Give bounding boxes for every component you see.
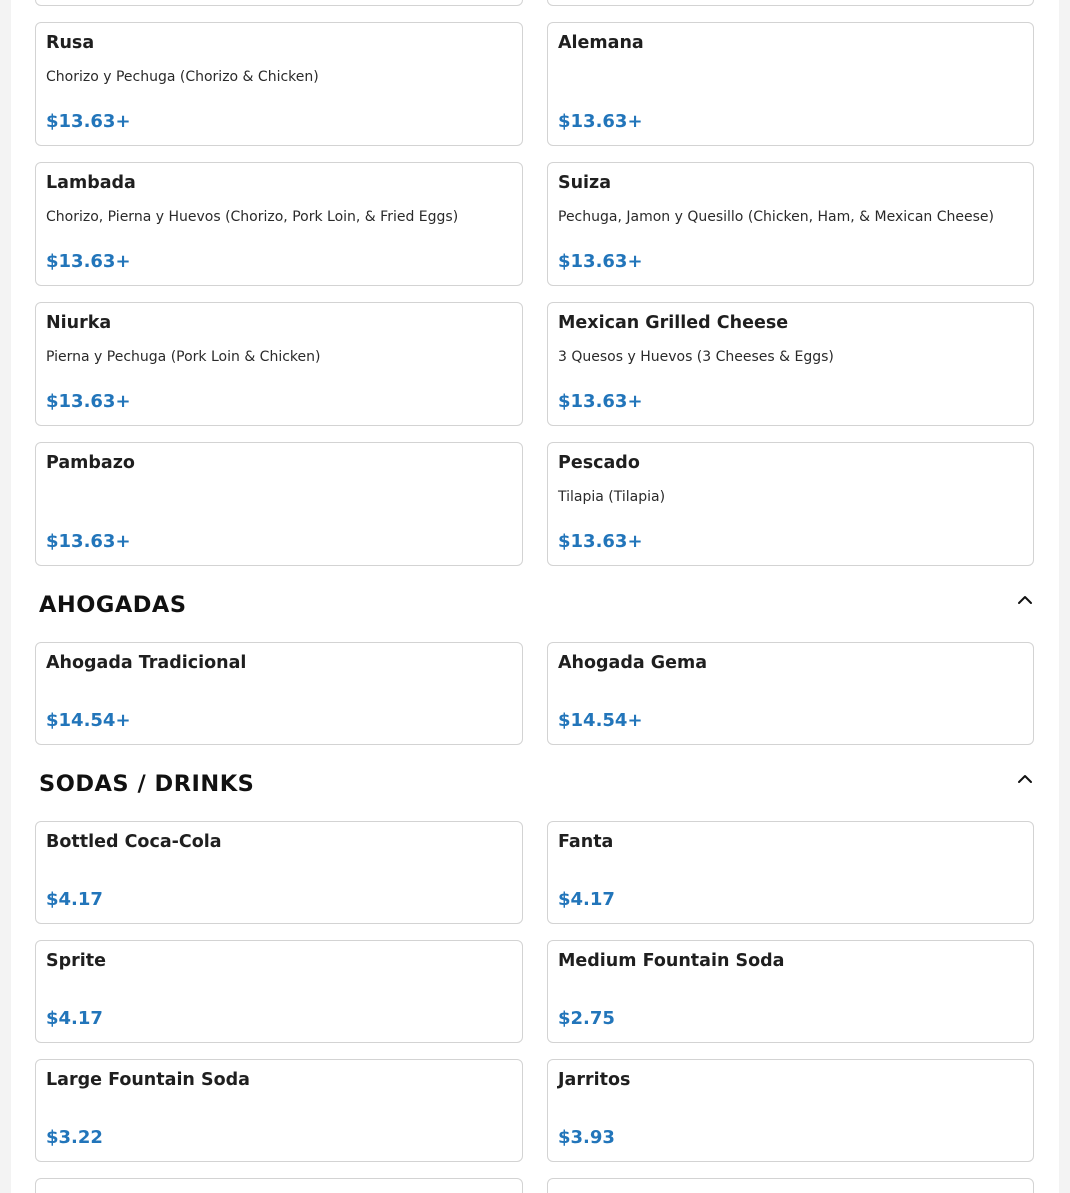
section-title-drinks: SODAS / DRINKS (39, 771, 255, 797)
menu-item-price: $13.63+ (558, 111, 643, 132)
section-title-ahogadas: AHOGADAS (39, 592, 187, 618)
menu-item-price: $3.22 (46, 1127, 103, 1148)
menu-item-name: Medium Fountain Soda (558, 951, 785, 971)
menu-item-price: $2.75 (558, 1008, 615, 1029)
menu-page (11, 0, 1059, 1193)
menu-item-price: $14.54+ (46, 710, 131, 731)
menu-item-description: Pierna y Pechuga (Pork Loin & Chicken) (46, 349, 321, 365)
menu-item-price: $13.63+ (558, 251, 643, 272)
menu-item-description: Pechuga, Jamon y Quesillo (Chicken, Ham, & Mexican Cheese) (558, 209, 994, 225)
menu-item-price: $4.17 (46, 1008, 103, 1029)
menu-item-name: Pescado (558, 453, 640, 473)
menu-item-card[interactable] (35, 22, 523, 146)
chevron-up-icon[interactable] (1015, 769, 1035, 789)
menu-item-name: Suiza (558, 173, 612, 193)
menu-item-price: $4.17 (558, 889, 615, 910)
menu-item-description: 3 Quesos y Huevos (3 Cheeses & Eggs) (558, 349, 834, 365)
menu-item-card[interactable] (547, 940, 1034, 1043)
menu-item-price: $14.54+ (558, 710, 643, 731)
menu-item-name: Sprite (46, 951, 106, 971)
menu-item-price: $13.63+ (46, 251, 131, 272)
menu-item-price: $13.63+ (46, 531, 131, 552)
menu-item-price: $4.17 (46, 889, 103, 910)
menu-item-name: Mexican Grilled Cheese (558, 313, 789, 333)
menu-item-card[interactable] (35, 940, 523, 1043)
menu-item-card[interactable] (35, 821, 523, 924)
menu-item-price: $13.63+ (558, 531, 643, 552)
menu-item-description: Tilapia (Tilapia) (558, 489, 666, 505)
menu-item-name: Niurka (46, 313, 112, 333)
menu-item-name: Alemana (558, 33, 644, 53)
menu-item-name: Bottled Coca-Cola (46, 832, 222, 852)
menu-item-name: Rusa (46, 33, 95, 53)
menu-item-card[interactable] (547, 821, 1034, 924)
menu-item-card[interactable] (35, 442, 523, 566)
menu-item-price: $13.63+ (46, 391, 131, 412)
menu-item-price: $3.93 (558, 1127, 615, 1148)
menu-item-card[interactable] (547, 162, 1034, 286)
menu-item-name: Ahogada Gema (558, 653, 708, 673)
menu-item-price: $13.63+ (558, 391, 643, 412)
menu-item-name: Lambada (46, 173, 136, 193)
menu-item-card[interactable] (35, 642, 523, 745)
menu-item-description: Chorizo, Pierna y Huevos (Chorizo, Pork Loin, & Fried Eggs) (46, 209, 459, 225)
menu-item-card[interactable] (547, 302, 1034, 426)
menu-item-card[interactable] (547, 442, 1034, 566)
menu-item-card[interactable] (35, 162, 523, 286)
menu-item-name: Jarritos (558, 1070, 631, 1090)
menu-item-card-partial[interactable] (35, 1178, 523, 1193)
menu-item-name: Pambazo (46, 453, 135, 473)
menu-item-card[interactable] (35, 302, 523, 426)
menu-item-card-partial[interactable] (547, 1178, 1034, 1193)
menu-item-name: Large Fountain Soda (46, 1070, 250, 1090)
menu-item-card[interactable] (35, 1059, 523, 1162)
menu-item-name: Ahogada Tradicional (46, 653, 247, 673)
menu-item-card-partial[interactable] (547, 0, 1034, 6)
menu-item-card[interactable] (547, 1059, 1034, 1162)
menu-item-card-partial[interactable] (35, 0, 523, 6)
menu-item-name: Fanta (558, 832, 614, 852)
menu-item-description: Chorizo y Pechuga (Chorizo & Chicken) (46, 69, 319, 85)
chevron-up-icon[interactable] (1015, 590, 1035, 610)
menu-item-card[interactable] (547, 642, 1034, 745)
menu-item-card[interactable] (547, 22, 1034, 146)
menu-item-price: $13.63+ (46, 111, 131, 132)
